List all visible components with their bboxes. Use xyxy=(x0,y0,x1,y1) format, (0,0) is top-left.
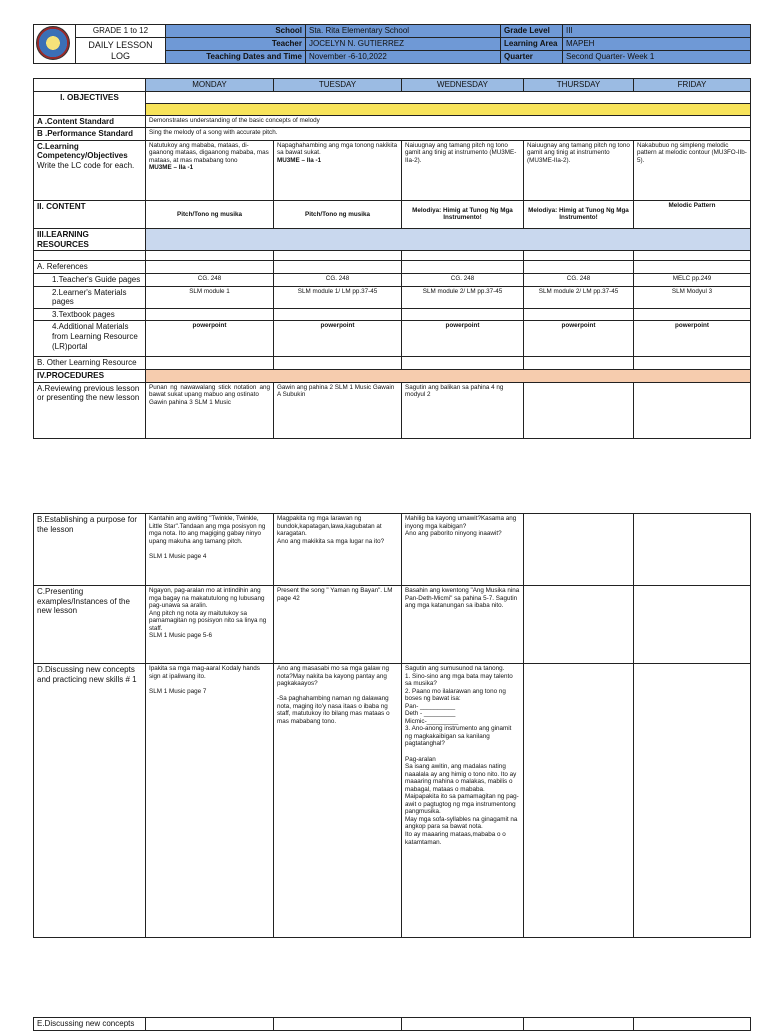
learning-area-label: Learning Area xyxy=(501,38,563,51)
references-label: A. References xyxy=(34,261,146,274)
learning-area-value: MAPEH xyxy=(563,38,751,51)
log-title: DAILY LESSON LOG xyxy=(76,38,166,64)
day-friday: FRIDAY xyxy=(634,79,751,92)
textbook-label: 3.Textbook pages xyxy=(34,308,146,321)
quarter-label: Quarter xyxy=(501,51,563,64)
proc-b-friday xyxy=(634,514,751,586)
content-standard-label: A .Content Standard xyxy=(34,115,146,128)
proc-a-tuesday: Gawin ang pahina 2 SLM 1 Music Gawain A Subukin xyxy=(274,382,402,438)
day-wednesday: WEDNESDAY xyxy=(402,79,524,92)
procedures-highlight xyxy=(146,370,751,383)
content-friday: Melodic Pattern xyxy=(634,200,751,228)
tg-tuesday: CG. 248 xyxy=(274,274,402,287)
proc-b-label: B.Establishing a purpose for the lesson xyxy=(34,514,146,586)
content-thursday: Melodiya: Himig at Tunog Ng Mga Instrumento! xyxy=(524,200,634,228)
grade-level-value: III xyxy=(563,25,751,38)
lm-wednesday: SLM module 2/ LM pp.37-45 xyxy=(402,286,524,308)
header-table xyxy=(33,24,751,64)
content-monday: Pitch/Tono ng musika xyxy=(146,200,274,228)
teacher-value: JOCELYN N. GUTIERREZ xyxy=(306,38,501,51)
corner-cell xyxy=(34,79,146,92)
proc-a-wednesday: Sagutin ang balikan sa pahina 4 ng modyul 2 xyxy=(402,382,524,438)
proc-a-monday: Punan ng nawawalang stick notation ang bawat sukat upang mabuo ang ostinato Gawin pahina 3 SLM 1 Music xyxy=(146,382,274,438)
proc-b-tuesday: Magpakita ng mga larawan ng bundok,kapatagan,lawa,kagubatan at karagatan. Ano ang makikita sa mga lugar na ito? xyxy=(274,514,402,586)
day-tuesday: TUESDAY xyxy=(274,79,402,92)
procedures-heading: IV.PROCEDURES xyxy=(34,370,146,383)
content-wednesday: Melodiya: Himig at Tunog Ng Mga Instrumento! xyxy=(402,200,524,228)
lesson-table-2 xyxy=(33,513,751,938)
proc-c-thursday xyxy=(524,586,634,664)
tg-thursday: CG. 248 xyxy=(524,274,634,287)
content-heading: II. CONTENT xyxy=(34,200,146,228)
lm-tuesday: SLM module 1/ LM pp.37-45 xyxy=(274,286,402,308)
performance-standard-value: Sing the melody of a song with accurate pitch. xyxy=(146,128,751,141)
grade-level-label: Grade Level xyxy=(501,25,563,38)
proc-d-friday xyxy=(634,664,751,938)
proc-e-label: E.Discussing new concepts xyxy=(34,1018,146,1031)
additional-tuesday: powerpoint xyxy=(274,321,402,357)
school-label: School xyxy=(166,25,306,38)
objectives-highlight xyxy=(146,103,751,115)
performance-standard-label: B .Performance Standard xyxy=(34,128,146,141)
proc-d-label: D.Discussing new concepts and practicing new skills # 1 xyxy=(34,664,146,938)
lm-thursday: SLM module 2/ LM pp.37-45 xyxy=(524,286,634,308)
lm-friday: SLM Modyul 3 xyxy=(634,286,751,308)
dates-value: November -6-10,2022 xyxy=(306,51,501,64)
lc-friday: Nakabubuo ng simpleng melodic pattern at melodic contour (MU3FO-IIb-5). xyxy=(634,140,751,200)
lc-tuesday: Napaghahambing ang mga tonong nakikita sa bawat sukat. MU3ME – IIa -1 xyxy=(274,140,402,200)
proc-b-wednesday: Mahilig ba kayong umawit?Kasama ang inyong mga kaibigan? Ano ang paborito ninyong inaawit? xyxy=(402,514,524,586)
lc-label-cell: C.Learning Competency/Objectives Write the LC code for each. xyxy=(34,140,146,200)
proc-b-monday: Kantahin ang awiting "Twinkle, Twinkle, Little Star".Tandaan ang mga posisyon ng mga nota. Ito ang magiging gabay ninyo upang makuha ang tamang pitch. SLM 1 Music page 4 xyxy=(146,514,274,586)
additional-wednesday: powerpoint xyxy=(402,321,524,357)
proc-c-friday xyxy=(634,586,751,664)
lm-monday: SLM module 1 xyxy=(146,286,274,308)
additional-monday: powerpoint xyxy=(146,321,274,357)
additional-label: 4.Additional Materials from Learning Resource (LR)portal xyxy=(34,321,146,357)
content-standard-value: Demonstrates understanding of the basic concepts of melody xyxy=(146,115,751,128)
lc-thursday: Naiuugnay ang tamang pitch ng tono gamit ang tinig at instrumento (MU3ME-IIa-2). xyxy=(524,140,634,200)
proc-a-label: A.Reviewing previous lesson or presenting the new lesson xyxy=(34,382,146,438)
proc-c-wednesday: Basahin ang kwentong "Ang Musika nina Pan-Deth-Micmi" sa pahina 5-7. Sagutin ang mga katanungan sa ibaba nito. xyxy=(402,586,524,664)
day-monday: MONDAY xyxy=(146,79,274,92)
objectives-heading: I. OBJECTIVES xyxy=(34,91,146,115)
lc-monday: Natutukoy ang mababa, mataas, di-gaanong mataas, digaanong mababa, mas mataas, at mas mababang tono MU3ME – IIa -1 xyxy=(146,140,274,200)
seal-cell xyxy=(34,25,76,64)
proc-c-label: C.Presenting examples/Instances of the new lesson xyxy=(34,586,146,664)
proc-c-monday: Ngayon, pag-aralan mo at intindihin ang mga bagay na makatutulong ng lubusang pag-unawa sa aralin. Ang pitch ng nota ay maitutukoy sa pamamagitan ng posisyon nito sa linya ng staff. SLM 1 Music page 5-6 xyxy=(146,586,274,664)
proc-b-thursday xyxy=(524,514,634,586)
proc-d-wednesday: Sagutin ang sumusunod na tanong. 1. Sino-sino ang mga bata may talento sa musika? 2. Paano mo ilalarawan ang tono ng boses ng bawat isa: Pan- __________ Deth - _________ Micmic-_________ 3. Ano-anong instrumento ang ginamit ng magkakaibigan sa kanilang pagtatanghal? Pag-aralan Sa isang awitin, ang madalas nating naaalala ay ang himig o tono nito. Ito ay maaaring mahina o malakas, mabilis o mabagal, mataas o mababa. Maipapakita ito sa pamamagitan ng pag-awit o pagtugtog ng mga instrumentong pangmusika. May mga sofa-syllables na ginagamit na angkop para sa bawat nota. Ito ay maaaring mataas,mababa o o katamtaman. xyxy=(402,664,524,938)
lc-wednesday: Naiuugnay ang tamang pitch ng tono gamit ang tinig at instrumento (MU3ME-IIa-2). xyxy=(402,140,524,200)
proc-a-thursday xyxy=(524,382,634,438)
lesson-table-1 xyxy=(33,78,751,439)
proc-d-thursday xyxy=(524,664,634,938)
quarter-value: Second Quarter- Week 1 xyxy=(563,51,751,64)
content-tuesday: Pitch/Tono ng musika xyxy=(274,200,402,228)
additional-thursday: powerpoint xyxy=(524,321,634,357)
day-thursday: THURSDAY xyxy=(524,79,634,92)
additional-friday: powerpoint xyxy=(634,321,751,357)
proc-d-tuesday: Ano ang masasabi mo sa mga galaw ng nota?May nakita ba kayong pantay ang pagkakaayos? -Sa paghahambing naman ng dalawang nota, maging ito'y nasa itaas o ibaba ng staff, matutukoy ito bilang mas mataas o mas mababang tono. xyxy=(274,664,402,938)
dates-label: Teaching Dates and Time xyxy=(166,51,306,64)
teacher-label: Teacher xyxy=(166,38,306,51)
grade-range: GRADE 1 to 12 xyxy=(76,25,166,38)
tg-monday: CG. 248 xyxy=(146,274,274,287)
lm-label: 2.Learner's Materials pages xyxy=(34,286,146,308)
proc-d-monday: Ipakita sa mga mag-aaral Kodaly hands sign at ipaliwang ito. SLM 1 Music page 7 xyxy=(146,664,274,938)
proc-a-friday xyxy=(634,382,751,438)
resources-highlight xyxy=(146,228,751,251)
resources-heading: III.LEARNING RESOURCES xyxy=(34,228,146,251)
school-value: Sta. Rita Elementary School xyxy=(306,25,501,38)
tg-label: 1.Teacher's Guide pages xyxy=(34,274,146,287)
proc-c-tuesday: Present the song " Yaman ng Bayan". LM page 42 xyxy=(274,586,402,664)
other-resources-label: B. Other Learning Resource xyxy=(34,357,146,370)
tg-friday: MELC pp.249 xyxy=(634,274,751,287)
tg-wednesday: CG. 248 xyxy=(402,274,524,287)
